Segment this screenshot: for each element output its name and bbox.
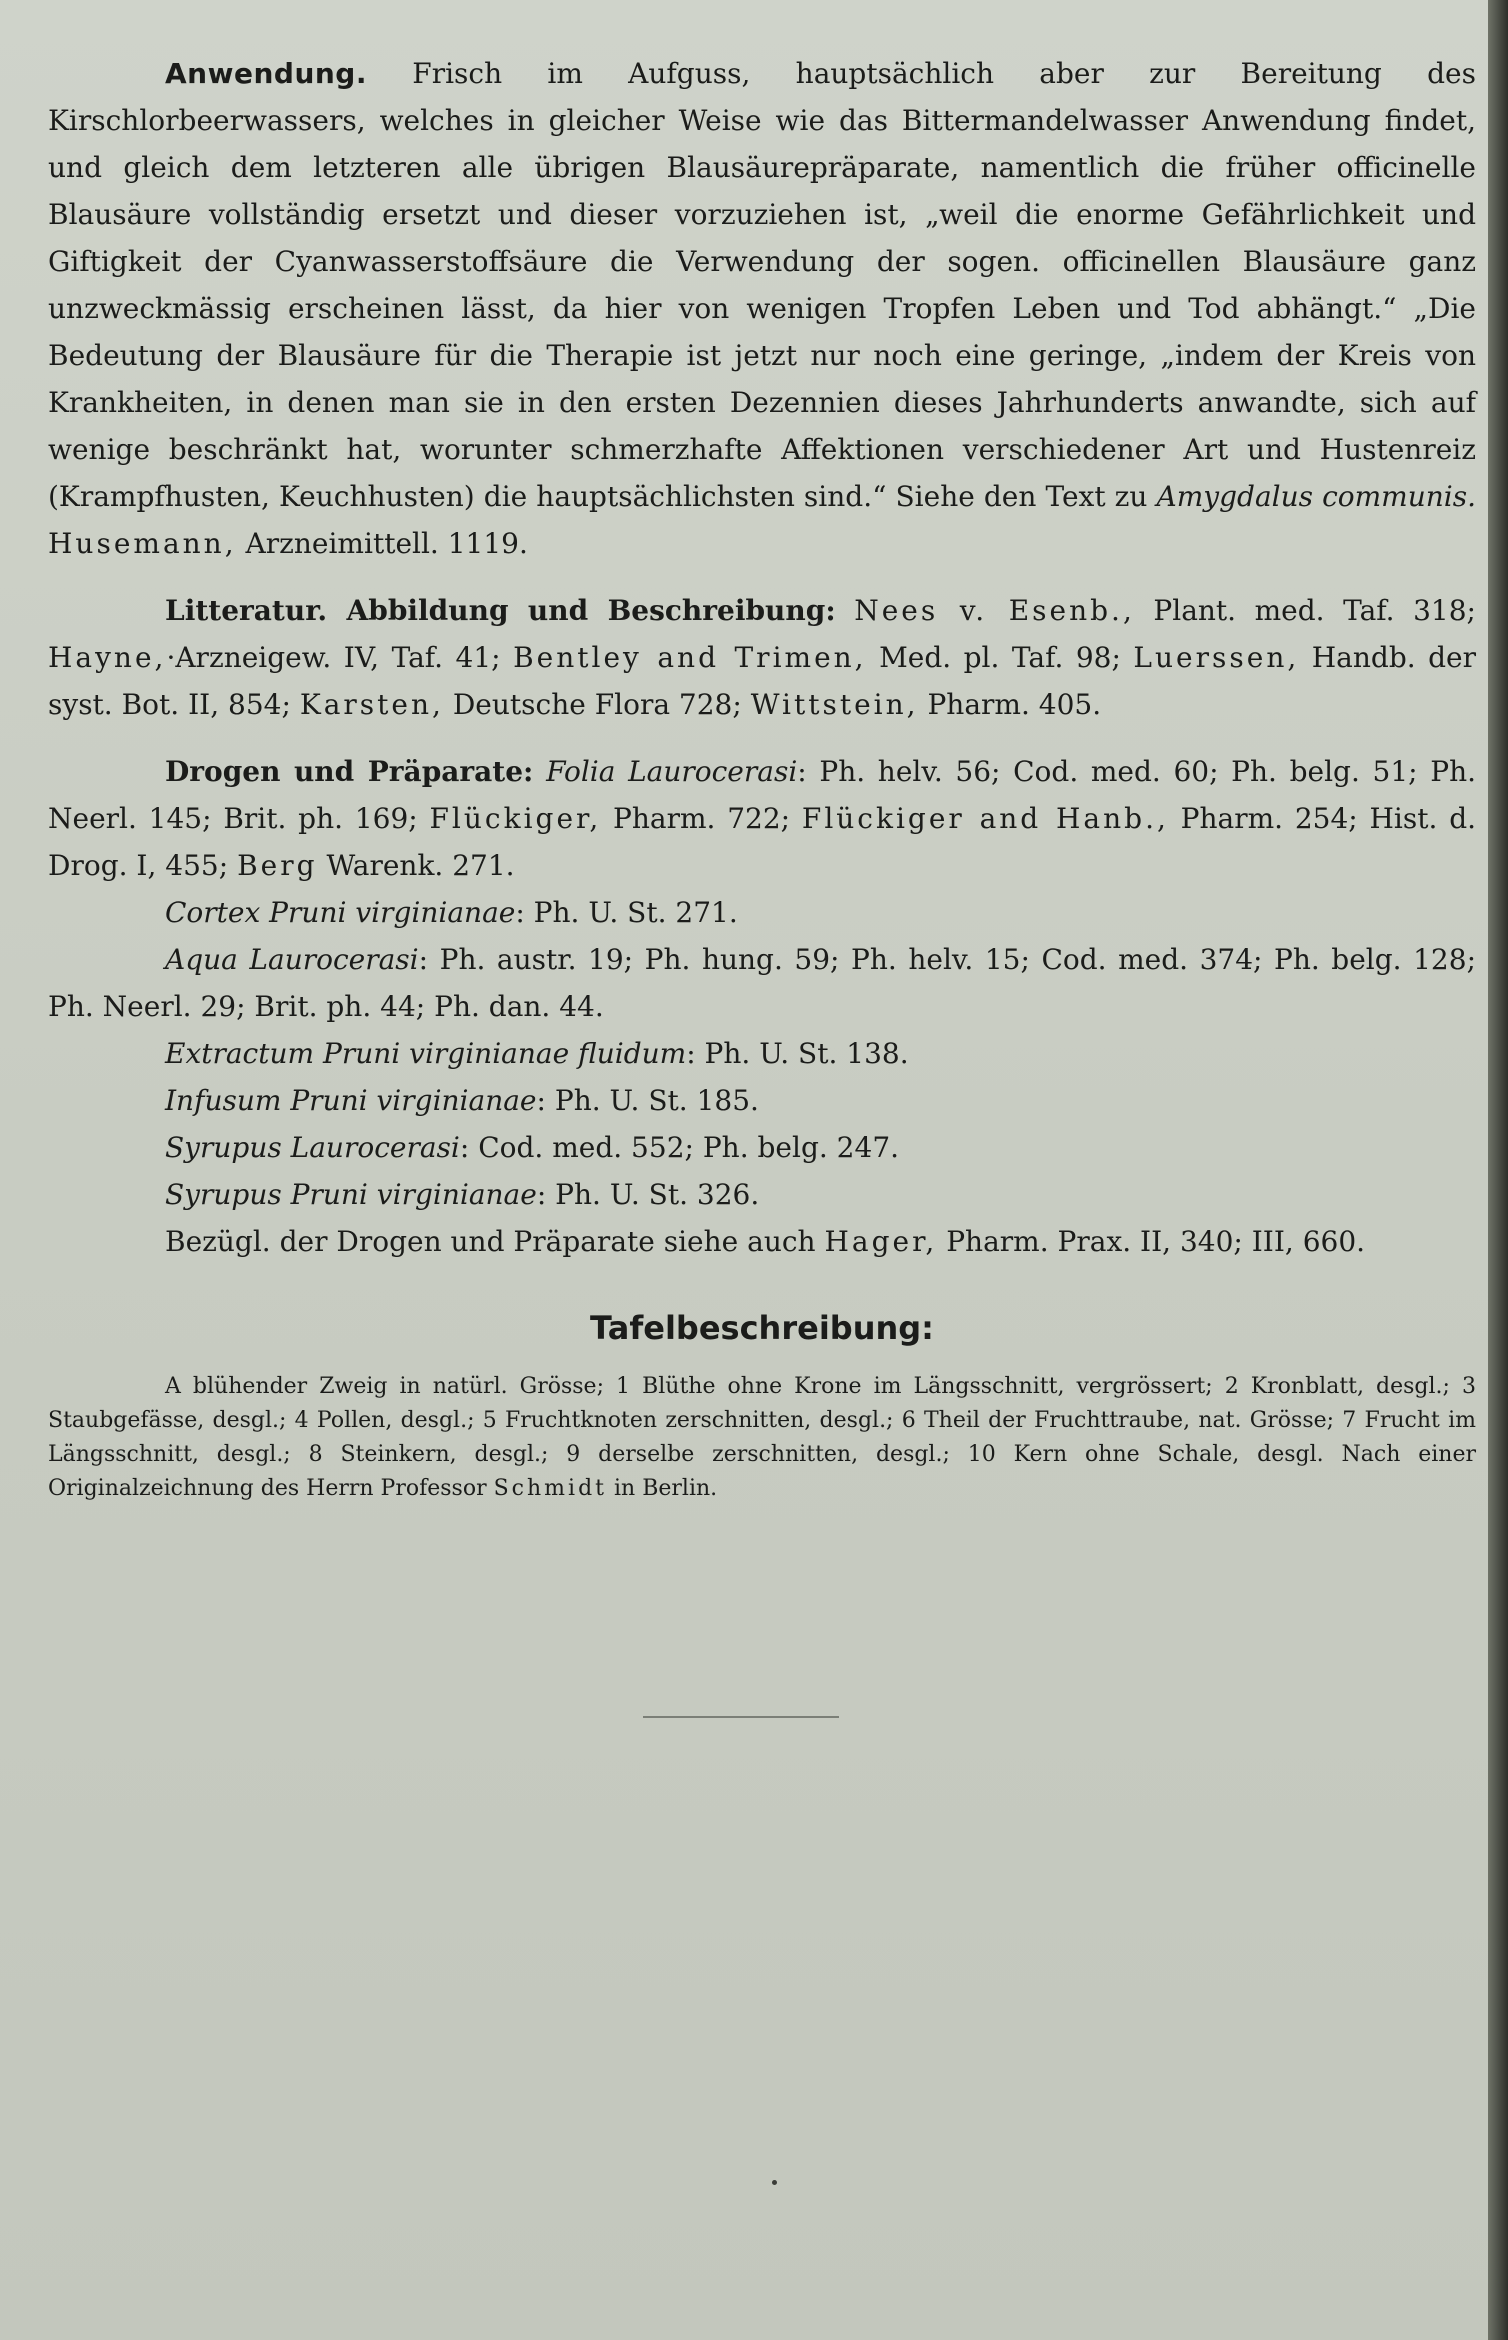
print-dot [772, 2180, 777, 2185]
section-divider [643, 1716, 839, 1718]
lit-author-2: Hayne, [48, 641, 167, 674]
litteratur-paragraph [48, 587, 1476, 728]
drogen-paragraph [48, 748, 1476, 889]
drogen-bezug [48, 1218, 1476, 1265]
drogen-item-name: Syrupus Pruni virginianae [165, 1178, 537, 1211]
lit-ref-6: Pharm. 405. [927, 688, 1102, 721]
lit-ref-2: ·Arzneigew. IV, Taf. 41; [166, 641, 501, 674]
tafel-title: Tafelbeschreibung: [590, 1309, 934, 1347]
drogen-author-2: Flückiger and Hanb., [801, 802, 1169, 835]
bezug-author: Hager, [824, 1225, 938, 1258]
tafel-tail: in Berlin. [614, 1476, 718, 1501]
drogen-item-ref: : Ph. U. St. 271. [515, 896, 738, 929]
bezug-text: Bezügl. der Drogen und Präparate siehe auch [165, 1225, 816, 1258]
drogen-item-ref: : Ph. austr. 19; Ph. hung. 59; Ph. helv. 15; Cod. med. 374; Ph. belg. 128; Ph. Neerl. 29; Brit. ph. 44; Ph. dan. 44. [48, 943, 1476, 1023]
drogen-heading: Drogen und Präparate: [165, 755, 534, 788]
tafel-text: A blühender Zweig in natürl. Grösse; 1 Blüthe ohne Krone im Längsschnitt, vergrössert; 2 Kronblatt, desgl.; 3 Staubgefässe, desgl.; 4 Pollen, desgl.; 5 Fruchtknoten zerschnitten, desgl.; 6 Theil der Fruchttraube, nat. Grösse; 7 Frucht im Längsschnitt, desgl.; 8 Steinkern, desgl.; 9 derselbe zerschnitten, desgl.; 10 Kern ohne Schale, desgl. Nach einer Originalzeichnung des Herrn Professor [48, 1374, 1476, 1501]
drogen-author-1: Flückiger, [429, 802, 602, 835]
anwendung-italic-ref: Amygdalus communis. [1156, 480, 1477, 513]
drogen-item [48, 1171, 1476, 1218]
drogen-item-name: Cortex Pruni virginianae [165, 896, 516, 929]
drogen-item [48, 1124, 1476, 1171]
drogen-item [48, 1077, 1476, 1124]
drogen-ref-2: Pharm. 722; [613, 802, 791, 835]
anwendung-text: Frisch im Aufguss, hauptsächlich aber zur Bereitung des Kirschlorbeerwassers, welches in gleicher Weise wie das Bittermandelwasser Anwendung findet, und gleich dem letzteren alle übrigen Blausäurepräparate, namentlich die früher officinelle Blausäure vollständig ersetzt und dieser vorzuziehen ist, „weil die enorme Gefährlichkeit und Giftigkeit der Cyanwasserstoffsäure die Verwendung der sogen. officinellen Blausäure ganz unzweckmässig erscheinen lässt, da hier von wenigen Tropfen Leben und Tod abhängt.“ „Die Bedeutung der Blausäure für die Therapie ist jetzt nur noch eine geringe, „indem der Kreis von Krankheiten, in denen man sie in den ersten Dezennien dieses Jahrhunderts anwandte, sich auf wenige beschränkt hat, worunter schmerzhafte Affektionen verschiedener Art und Hustenreiz (Krampfhusten, Keuchhusten) die hauptsächlichsten sind.“ Siehe den Text zu [48, 57, 1476, 513]
lit-author-3: Bentley and Trimen, [513, 641, 867, 674]
drogen-ref-3: Pharm. 254; Hist. d. Drog. I, 455; [48, 802, 1477, 882]
lit-ref-5: Deutsche Flora 728; [452, 688, 742, 721]
lit-author-4: Luerssen, [1133, 641, 1300, 674]
tafel-caption [48, 1370, 1476, 1506]
lit-ref-3: Med. pl. Taf. 98; [879, 641, 1121, 674]
drogen-item-ref: : Cod. med. 552; Ph. belg. 247. [459, 1131, 900, 1164]
anwendung-heading: Anwendung. [165, 57, 367, 90]
anwendung-paragraph [48, 50, 1476, 567]
drogen-item-ref: : Ph. U. St. 326. [536, 1178, 760, 1211]
drogen-item-name: Aqua Laurocerasi [165, 943, 419, 976]
lit-author-1: Nees v. Esenb., [854, 594, 1135, 627]
litteratur-heading: Litteratur. Abbildung und Beschreibung: [165, 594, 836, 627]
bezug-ref: Pharm. Prax. II, 340; III, 660. [946, 1225, 1366, 1258]
tafel-author: Schmidt [493, 1476, 607, 1501]
drogen-item [48, 1030, 1476, 1077]
lit-ref-4: Handb. der syst. Bot. II, 854; [48, 641, 1477, 721]
drogen-item-ref: : Ph. U. St. 185. [536, 1084, 759, 1117]
lit-author-6: Wittstein, [750, 688, 919, 721]
drogen-item-name: Extractum Pruni virginianae fluidum [165, 1037, 687, 1070]
drogen-item [48, 936, 1476, 1030]
drogen-author-3: Berg [237, 849, 318, 882]
drogen-item-name: Infusum Pruni virginianae [165, 1084, 537, 1117]
drogen-italic-1: Folia Laurocerasi [546, 755, 798, 788]
drogen-item [48, 889, 1476, 936]
drogen-item-name: Syrupus Laurocerasi [165, 1131, 460, 1164]
drogen-item-ref: : Ph. U. St. 138. [686, 1037, 909, 1070]
anwendung-ref: Arzneimittell. 1119. [245, 527, 528, 560]
lit-author-5: Karsten, [299, 688, 444, 721]
drogen-ref-4: Warenk. 271. [326, 849, 515, 882]
lit-ref-1: Plant. med. Taf. 318; [1153, 594, 1476, 627]
document-body [48, 50, 1476, 1506]
page-edge-shadow [1488, 0, 1508, 2340]
anwendung-author: Husemann, [48, 527, 237, 560]
drogen-ref-1: : Ph. helv. 56; Cod. med. 60; Ph. belg. 51; Ph. Neerl. 145; Brit. ph. 169; [48, 755, 1476, 835]
